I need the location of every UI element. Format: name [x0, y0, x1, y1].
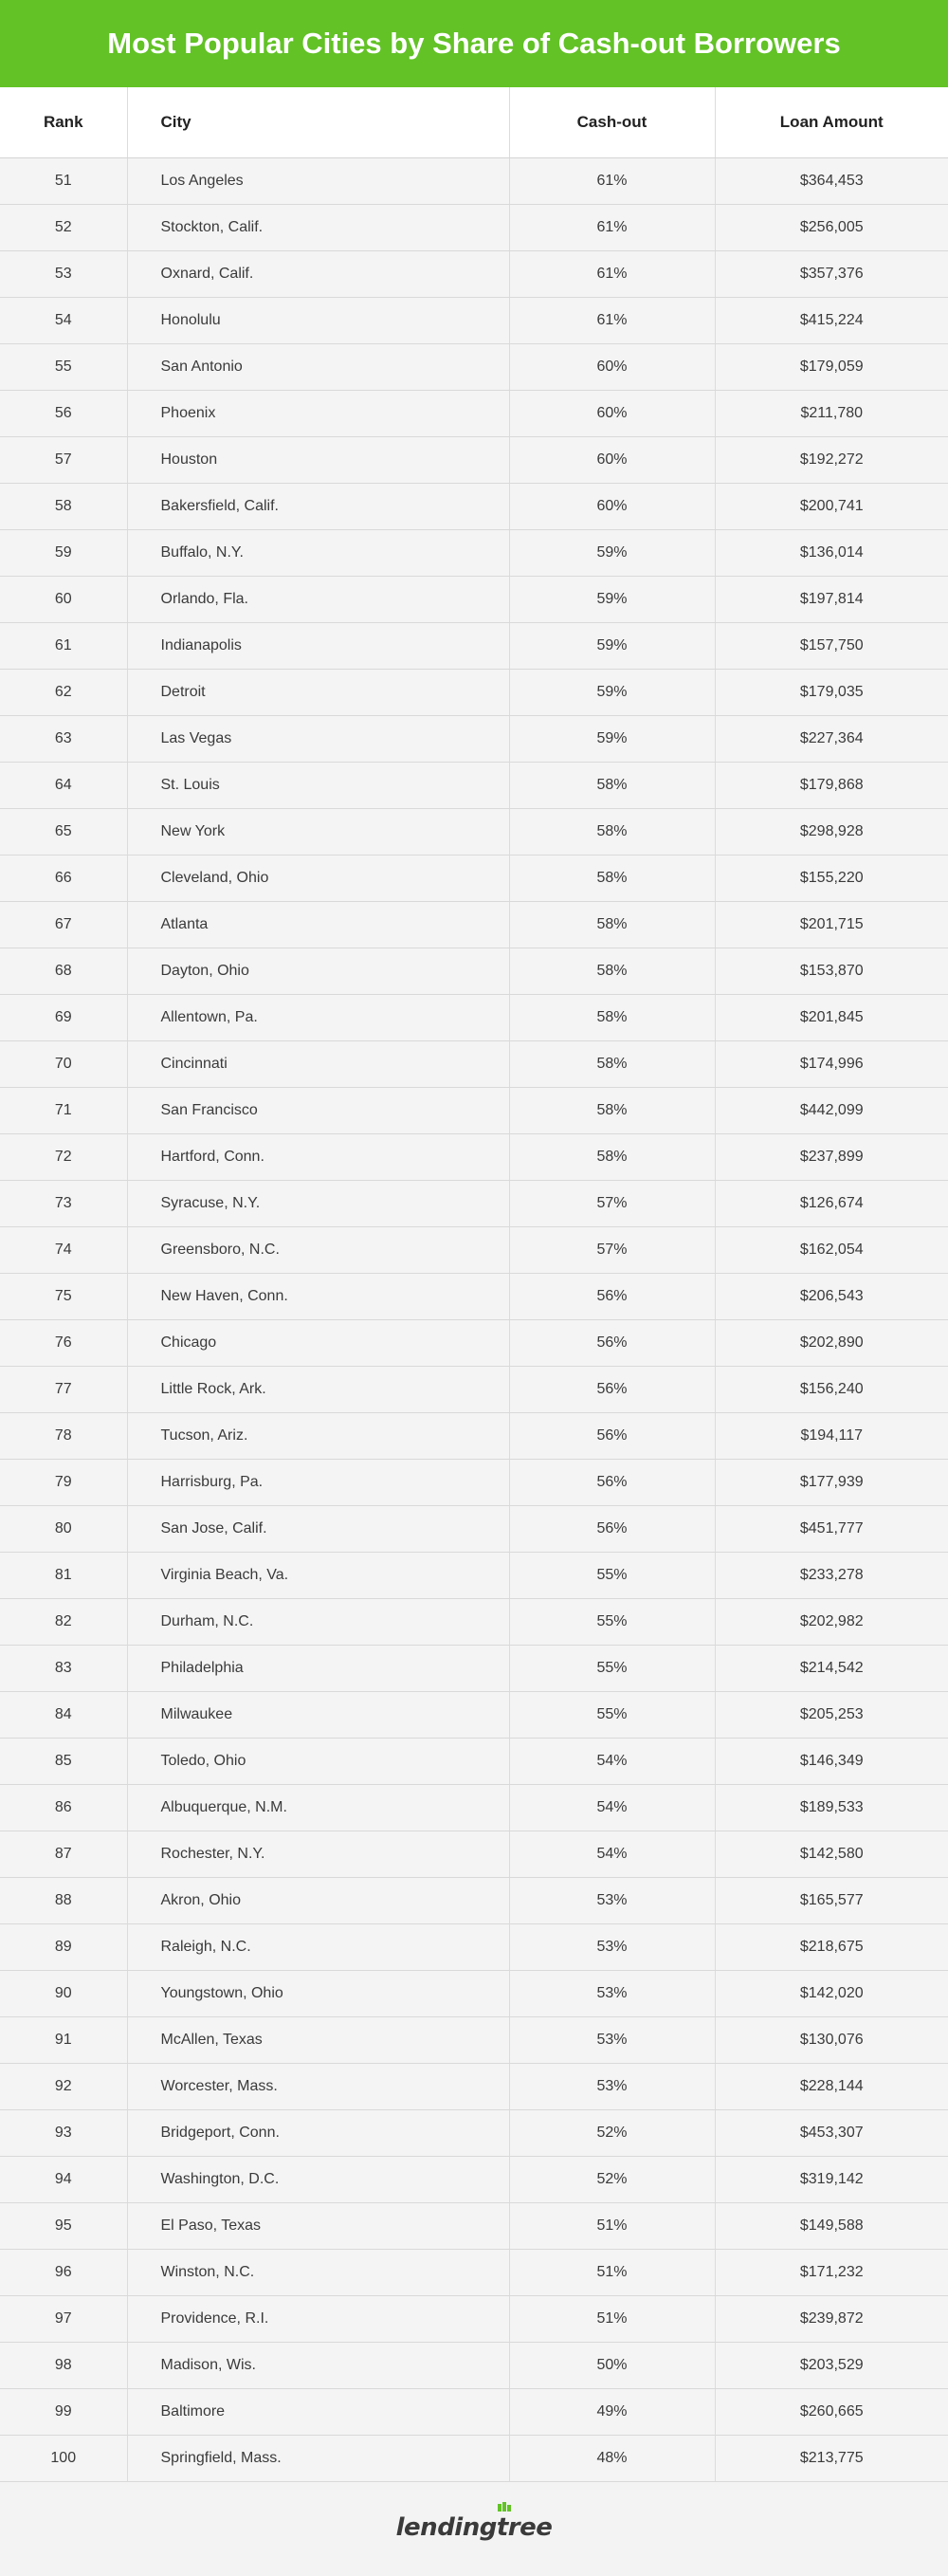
cash-out-cell: 59%: [509, 576, 715, 622]
cash-out-cell: 53%: [509, 1970, 715, 2016]
table-row: [0, 855, 948, 901]
city-cell: Greensboro, N.C.: [127, 1226, 509, 1273]
city-cell: Little Rock, Ark.: [127, 1366, 509, 1412]
table-row: [0, 1738, 948, 1784]
rank-cell: 73: [0, 1180, 127, 1226]
table-row: [0, 1319, 948, 1366]
city-cell: Tucson, Ariz.: [127, 1412, 509, 1459]
table-row: [0, 1691, 948, 1738]
loan-amount-cell: $211,780: [715, 390, 948, 436]
city-cell: Buffalo, N.Y.: [127, 529, 509, 576]
column-header-rank: Rank: [0, 87, 127, 157]
rank-cell: 89: [0, 1923, 127, 1970]
loan-amount-cell: $142,020: [715, 1970, 948, 2016]
rank-cell: 54: [0, 297, 127, 343]
city-cell: San Antonio: [127, 343, 509, 390]
loan-amount-cell: $201,715: [715, 901, 948, 948]
cash-out-cell: 60%: [509, 436, 715, 483]
city-cell: Madison, Wis.: [127, 2342, 509, 2388]
rank-cell: 76: [0, 1319, 127, 1366]
table-row: [0, 576, 948, 622]
table-row: [0, 250, 948, 297]
rank-cell: 65: [0, 808, 127, 855]
cash-out-cell: 60%: [509, 343, 715, 390]
city-cell: Chicago: [127, 1319, 509, 1366]
cash-out-cell: 49%: [509, 2388, 715, 2435]
city-cell: Youngstown, Ohio: [127, 1970, 509, 2016]
loan-amount-cell: $213,775: [715, 2435, 948, 2481]
rank-cell: 77: [0, 1366, 127, 1412]
loan-amount-cell: $228,144: [715, 2063, 948, 2109]
cash-out-cell: 55%: [509, 1645, 715, 1691]
city-cell: Winston, N.C.: [127, 2249, 509, 2295]
table-row: [0, 1552, 948, 1598]
loan-amount-cell: $189,533: [715, 1784, 948, 1831]
city-cell: Toledo, Ohio: [127, 1738, 509, 1784]
loan-amount-cell: $179,868: [715, 762, 948, 808]
city-cell: Virginia Beach, Va.: [127, 1552, 509, 1598]
table-body: [0, 157, 948, 2481]
rank-cell: 70: [0, 1040, 127, 1087]
city-cell: Durham, N.C.: [127, 1598, 509, 1645]
rank-cell: 91: [0, 2016, 127, 2063]
rank-cell: 67: [0, 901, 127, 948]
loan-amount-cell: $157,750: [715, 622, 948, 669]
rank-cell: 52: [0, 204, 127, 250]
cash-out-cell: 59%: [509, 622, 715, 669]
cash-out-cell: 56%: [509, 1319, 715, 1366]
city-cell: El Paso, Texas: [127, 2202, 509, 2249]
city-cell: St. Louis: [127, 762, 509, 808]
city-cell: Stockton, Calif.: [127, 204, 509, 250]
rank-cell: 66: [0, 855, 127, 901]
city-cell: Los Angeles: [127, 157, 509, 204]
loan-amount-cell: $203,529: [715, 2342, 948, 2388]
cash-out-cell: 56%: [509, 1273, 715, 1319]
table-row: [0, 2295, 948, 2342]
loan-amount-cell: $201,845: [715, 994, 948, 1040]
loan-amount-cell: $227,364: [715, 715, 948, 762]
table-row: [0, 2156, 948, 2202]
table-row: [0, 2063, 948, 2109]
brand-wordmark: lendingtree: [395, 2513, 553, 2542]
table-row: [0, 1459, 948, 1505]
table-row: [0, 1087, 948, 1133]
loan-amount-cell: $136,014: [715, 529, 948, 576]
table-row: [0, 715, 948, 762]
rank-cell: 71: [0, 1087, 127, 1133]
city-cell: Atlanta: [127, 901, 509, 948]
city-cell: Bakersfield, Calif.: [127, 483, 509, 529]
cash-out-cell: 61%: [509, 157, 715, 204]
rank-cell: 85: [0, 1738, 127, 1784]
loan-amount-cell: $177,939: [715, 1459, 948, 1505]
cash-out-cell: 58%: [509, 994, 715, 1040]
table-row: [0, 2016, 948, 2063]
loan-amount-cell: $162,054: [715, 1226, 948, 1273]
city-cell: Baltimore: [127, 2388, 509, 2435]
cash-out-cell: 58%: [509, 901, 715, 948]
rank-cell: 78: [0, 1412, 127, 1459]
rank-cell: 86: [0, 1784, 127, 1831]
city-cell: Houston: [127, 436, 509, 483]
cash-out-cell: 56%: [509, 1459, 715, 1505]
cash-out-cell: 52%: [509, 2109, 715, 2156]
rank-cell: 74: [0, 1226, 127, 1273]
table-row: [0, 808, 948, 855]
city-cell: Orlando, Fla.: [127, 576, 509, 622]
table-row: [0, 297, 948, 343]
cash-out-cell: 60%: [509, 390, 715, 436]
city-cell: Providence, R.I.: [127, 2295, 509, 2342]
city-cell: Cleveland, Ohio: [127, 855, 509, 901]
city-cell: New York: [127, 808, 509, 855]
table-row: [0, 1831, 948, 1877]
loan-amount-cell: $156,240: [715, 1366, 948, 1412]
rank-cell: 75: [0, 1273, 127, 1319]
table-row: [0, 343, 948, 390]
rank-cell: 100: [0, 2435, 127, 2481]
cash-out-cell: 57%: [509, 1226, 715, 1273]
cash-out-cell: 58%: [509, 855, 715, 901]
loan-amount-cell: $453,307: [715, 2109, 948, 2156]
table-row: [0, 1505, 948, 1552]
rank-cell: 59: [0, 529, 127, 576]
city-cell: San Francisco: [127, 1087, 509, 1133]
column-header-loan-amount: Loan Amount: [715, 87, 948, 157]
cash-out-cell: 57%: [509, 1180, 715, 1226]
rank-cell: 92: [0, 2063, 127, 2109]
cash-out-cell: 61%: [509, 204, 715, 250]
table-row: [0, 1412, 948, 1459]
loan-amount-cell: $298,928: [715, 808, 948, 855]
cash-out-cell: 56%: [509, 1505, 715, 1552]
table-row: [0, 2388, 948, 2435]
rank-cell: 93: [0, 2109, 127, 2156]
city-cell: Akron, Ohio: [127, 1877, 509, 1923]
rank-cell: 58: [0, 483, 127, 529]
loan-amount-cell: $155,220: [715, 855, 948, 901]
rank-cell: 80: [0, 1505, 127, 1552]
cash-out-cell: 52%: [509, 2156, 715, 2202]
cash-out-cell: 59%: [509, 715, 715, 762]
column-header-cash-out: Cash-out: [509, 87, 715, 157]
city-cell: Allentown, Pa.: [127, 994, 509, 1040]
table-row: [0, 2202, 948, 2249]
city-cell: San Jose, Calif.: [127, 1505, 509, 1552]
rank-cell: 51: [0, 157, 127, 204]
table-row: [0, 1598, 948, 1645]
rank-cell: 61: [0, 622, 127, 669]
column-header-city: City: [127, 87, 509, 157]
cash-out-cell: 55%: [509, 1691, 715, 1738]
cash-out-cell: 51%: [509, 2249, 715, 2295]
cash-out-cell: 58%: [509, 1087, 715, 1133]
table-row: [0, 157, 948, 204]
city-cell: Albuquerque, N.M.: [127, 1784, 509, 1831]
city-cell: Syracuse, N.Y.: [127, 1180, 509, 1226]
rank-cell: 82: [0, 1598, 127, 1645]
rank-cell: 84: [0, 1691, 127, 1738]
cash-out-cell: 60%: [509, 483, 715, 529]
loan-amount-cell: $197,814: [715, 576, 948, 622]
rank-cell: 64: [0, 762, 127, 808]
rank-cell: 83: [0, 1645, 127, 1691]
city-cell: Bridgeport, Conn.: [127, 2109, 509, 2156]
cash-out-cell: 55%: [509, 1598, 715, 1645]
cash-out-cell: 53%: [509, 1877, 715, 1923]
city-cell: Worcester, Mass.: [127, 2063, 509, 2109]
loan-amount-cell: $364,453: [715, 157, 948, 204]
loan-amount-cell: $192,272: [715, 436, 948, 483]
loan-amount-cell: $206,543: [715, 1273, 948, 1319]
cash-out-cell: 51%: [509, 2202, 715, 2249]
cash-out-cell: 53%: [509, 1923, 715, 1970]
table-row: [0, 1273, 948, 1319]
table-header-row: [0, 87, 948, 157]
city-cell: Detroit: [127, 669, 509, 715]
table-row: [0, 204, 948, 250]
city-cell: Harrisburg, Pa.: [127, 1459, 509, 1505]
cash-out-cell: 59%: [509, 529, 715, 576]
footer: [0, 2485, 948, 2570]
leaf-icon: [498, 2502, 511, 2512]
loan-amount-cell: $142,580: [715, 1831, 948, 1877]
table-row: [0, 2342, 948, 2388]
rank-cell: 79: [0, 1459, 127, 1505]
rank-cell: 60: [0, 576, 127, 622]
cash-out-cell: 54%: [509, 1738, 715, 1784]
cash-out-cell: 53%: [509, 2016, 715, 2063]
loan-amount-cell: $260,665: [715, 2388, 948, 2435]
city-cell: Cincinnati: [127, 1040, 509, 1087]
loan-amount-cell: $239,872: [715, 2295, 948, 2342]
cash-out-cell: 55%: [509, 1552, 715, 1598]
table-row: [0, 2435, 948, 2481]
cash-out-cell: 58%: [509, 762, 715, 808]
city-cell: Washington, D.C.: [127, 2156, 509, 2202]
city-cell: Raleigh, N.C.: [127, 1923, 509, 1970]
loan-amount-cell: $194,117: [715, 1412, 948, 1459]
city-cell: Philadelphia: [127, 1645, 509, 1691]
cash-out-cell: 54%: [509, 1831, 715, 1877]
rank-cell: 62: [0, 669, 127, 715]
table-row: [0, 436, 948, 483]
rank-cell: 72: [0, 1133, 127, 1180]
loan-amount-cell: $256,005: [715, 204, 948, 250]
city-cell: Hartford, Conn.: [127, 1133, 509, 1180]
table-row: [0, 1366, 948, 1412]
city-cell: Las Vegas: [127, 715, 509, 762]
table-row: [0, 1040, 948, 1087]
loan-amount-cell: $130,076: [715, 2016, 948, 2063]
city-cell: McAllen, Texas: [127, 2016, 509, 2063]
rank-cell: 56: [0, 390, 127, 436]
rank-cell: 55: [0, 343, 127, 390]
lendingtree-logo: [396, 2513, 553, 2542]
city-cell: Dayton, Ohio: [127, 948, 509, 994]
rank-cell: 57: [0, 436, 127, 483]
loan-amount-cell: $149,588: [715, 2202, 948, 2249]
cash-out-cell: 58%: [509, 808, 715, 855]
city-cell: Springfield, Mass.: [127, 2435, 509, 2481]
loan-amount-cell: $319,142: [715, 2156, 948, 2202]
loan-amount-cell: $171,232: [715, 2249, 948, 2295]
loan-amount-cell: $233,278: [715, 1552, 948, 1598]
table-row: [0, 529, 948, 576]
cash-out-cell: 56%: [509, 1366, 715, 1412]
rank-cell: 99: [0, 2388, 127, 2435]
table-row: [0, 1784, 948, 1831]
city-cell: Phoenix: [127, 390, 509, 436]
rank-cell: 53: [0, 250, 127, 297]
cash-out-cell: 58%: [509, 1040, 715, 1087]
cash-out-cell: 61%: [509, 250, 715, 297]
city-cell: Rochester, N.Y.: [127, 1831, 509, 1877]
table-row: [0, 2109, 948, 2156]
city-cell: Honolulu: [127, 297, 509, 343]
table-row: [0, 1877, 948, 1923]
table-row: [0, 483, 948, 529]
table-row: [0, 1970, 948, 2016]
table-row: [0, 762, 948, 808]
loan-amount-cell: $146,349: [715, 1738, 948, 1784]
table-row: [0, 1923, 948, 1970]
table-row: [0, 2249, 948, 2295]
cash-out-cell: 56%: [509, 1412, 715, 1459]
loan-amount-cell: $126,674: [715, 1180, 948, 1226]
loan-amount-cell: $174,996: [715, 1040, 948, 1087]
rank-cell: 68: [0, 948, 127, 994]
table-row: [0, 669, 948, 715]
rank-cell: 81: [0, 1552, 127, 1598]
loan-amount-cell: $218,675: [715, 1923, 948, 1970]
table-row: [0, 1645, 948, 1691]
table-row: [0, 994, 948, 1040]
loan-amount-cell: $179,059: [715, 343, 948, 390]
rank-cell: 90: [0, 1970, 127, 2016]
city-cell: Oxnard, Calif.: [127, 250, 509, 297]
cash-out-cell: 59%: [509, 669, 715, 715]
loan-amount-cell: $202,890: [715, 1319, 948, 1366]
loan-amount-cell: $237,899: [715, 1133, 948, 1180]
table-row: [0, 390, 948, 436]
table-row: [0, 622, 948, 669]
city-cell: Indianapolis: [127, 622, 509, 669]
cities-table: [0, 87, 948, 2482]
title-banner: [0, 0, 948, 87]
table-row: [0, 1226, 948, 1273]
loan-amount-cell: $357,376: [715, 250, 948, 297]
loan-amount-cell: $179,035: [715, 669, 948, 715]
cash-out-cell: 58%: [509, 1133, 715, 1180]
cash-out-cell: 53%: [509, 2063, 715, 2109]
rank-cell: 95: [0, 2202, 127, 2249]
city-cell: Milwaukee: [127, 1691, 509, 1738]
page-title: Most Popular Cities by Share of Cash-out Borrowers: [107, 27, 841, 60]
cash-out-cell: 51%: [509, 2295, 715, 2342]
city-cell: New Haven, Conn.: [127, 1273, 509, 1319]
rank-cell: 98: [0, 2342, 127, 2388]
table-row: [0, 1133, 948, 1180]
table-row: [0, 948, 948, 994]
rank-cell: 94: [0, 2156, 127, 2202]
rank-cell: 88: [0, 1877, 127, 1923]
cash-out-cell: 61%: [509, 297, 715, 343]
loan-amount-cell: $442,099: [715, 1087, 948, 1133]
cash-out-cell: 48%: [509, 2435, 715, 2481]
table-row: [0, 901, 948, 948]
loan-amount-cell: $415,224: [715, 297, 948, 343]
loan-amount-cell: $153,870: [715, 948, 948, 994]
loan-amount-cell: $214,542: [715, 1645, 948, 1691]
rank-cell: 87: [0, 1831, 127, 1877]
cash-out-cell: 54%: [509, 1784, 715, 1831]
loan-amount-cell: $202,982: [715, 1598, 948, 1645]
cash-out-cell: 58%: [509, 948, 715, 994]
rank-cell: 69: [0, 994, 127, 1040]
loan-amount-cell: $205,253: [715, 1691, 948, 1738]
loan-amount-cell: $200,741: [715, 483, 948, 529]
loan-amount-cell: $165,577: [715, 1877, 948, 1923]
rank-cell: 63: [0, 715, 127, 762]
rank-cell: 96: [0, 2249, 127, 2295]
loan-amount-cell: $451,777: [715, 1505, 948, 1552]
cash-out-cell: 50%: [509, 2342, 715, 2388]
table-row: [0, 1180, 948, 1226]
rank-cell: 97: [0, 2295, 127, 2342]
